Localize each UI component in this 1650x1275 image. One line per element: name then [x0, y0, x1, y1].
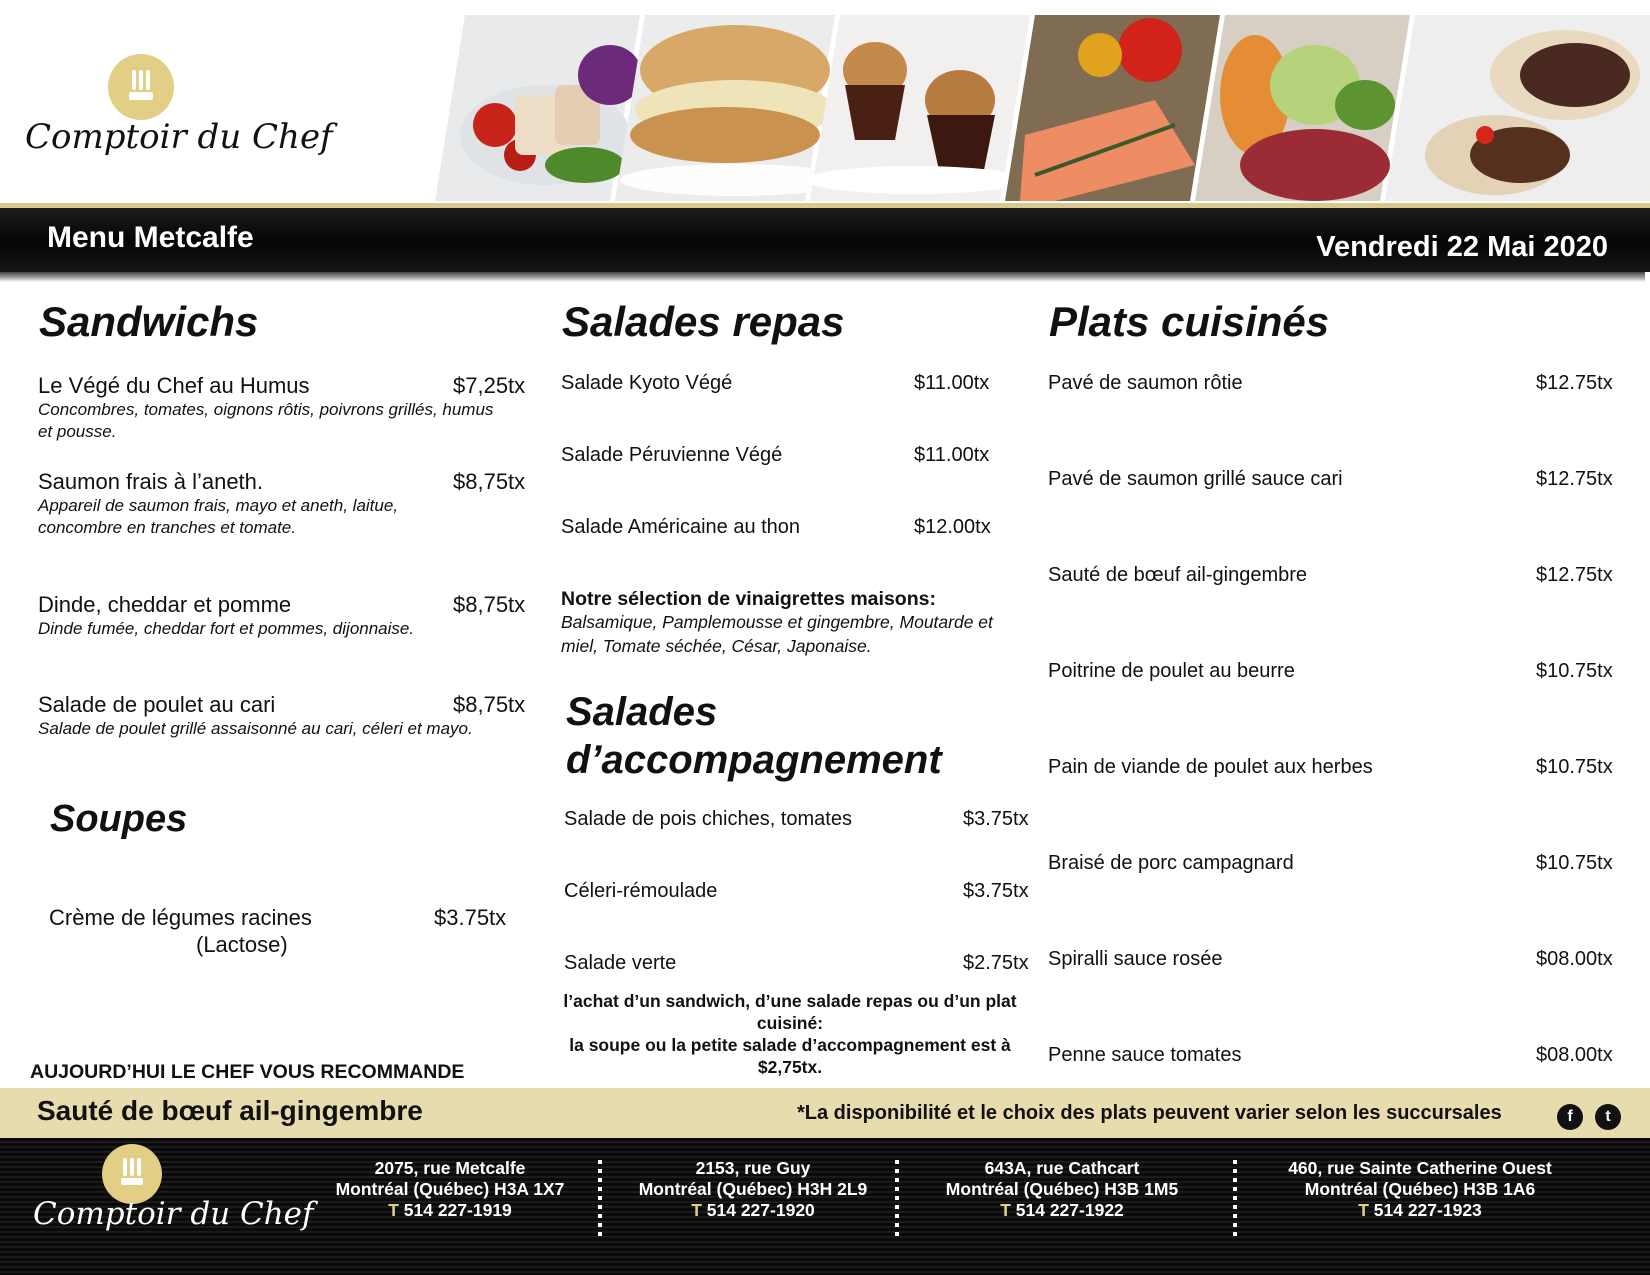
footer-separator: [895, 1160, 899, 1236]
store-street: 643A, rue Cathcart: [984, 1158, 1140, 1178]
combo-note: [540, 990, 1040, 1078]
section-title-salades-repas: Salades repas: [562, 298, 845, 345]
section-title-plats: Plats cuisinés: [1049, 298, 1330, 345]
item-price: $8,75tx: [453, 692, 526, 717]
store-city: Montréal (Québec) H3B 1A6: [1304, 1179, 1536, 1199]
item-name: Dinde, cheddar et pomme: [38, 592, 292, 617]
combo-note-line: la soupe ou la petite salade d’accompagnement est à $2,75tx.: [569, 1035, 1011, 1077]
item-price: $10.75tx: [1536, 756, 1613, 778]
store-phone-line: [1270, 1200, 1570, 1221]
recommended-dish: Sauté de bœuf ail-gingembre: [37, 1095, 423, 1126]
store-address: [934, 1158, 1190, 1221]
item-note: (Lactose): [196, 932, 288, 957]
food-photo-strip: [435, 15, 1650, 201]
item-price: $8,75tx: [453, 469, 526, 494]
footer-separator: [598, 1160, 602, 1236]
menu-date: Vendredi 22 Mai 2020: [1316, 231, 1608, 263]
item-price: $12.75tx: [1536, 468, 1613, 490]
item-name: Salade verte: [564, 952, 677, 974]
steam-icon: [123, 1158, 127, 1176]
phone-prefix: T: [1358, 1200, 1369, 1220]
wrap-photo: [1385, 15, 1650, 201]
item-price: $08.00tx: [1536, 948, 1613, 970]
availability-note: *La disponibilité et le choix des plats peuvent varier selon les succursales: [797, 1102, 1502, 1124]
item-name: Sauté de bœuf ail-gingembre: [1048, 564, 1308, 586]
footer-logo-text: Comptoir du Chef: [33, 1196, 314, 1232]
store-address: [1270, 1158, 1570, 1221]
logo-text: Comptoir du Chef: [25, 117, 333, 157]
footer-logo-badge: [102, 1144, 162, 1204]
prosciutto-salad-photo: [1195, 15, 1410, 201]
item-name: Saumon frais à l’aneth.: [38, 469, 264, 494]
chef-hat-icon: [121, 1178, 143, 1185]
store-phone: 514 227-1920: [706, 1200, 815, 1220]
item-name: Salade Kyoto Végé: [561, 372, 733, 394]
item-price: $2.75tx: [963, 952, 1029, 974]
recommendation-label: AUJOURD’HUI LE CHEF VOUS RECOMMANDE: [30, 1061, 465, 1083]
section-title-sandwichs: Sandwichs: [39, 298, 259, 345]
item-name: Crème de légumes racines: [49, 905, 312, 930]
phone-prefix: T: [1000, 1200, 1011, 1220]
item-price: $8,75tx: [453, 592, 526, 617]
item-desc: Dinde fumée, cheddar fort et pommes, dijonnaise.: [38, 619, 415, 638]
item-name: Céleri-rémoulade: [564, 880, 718, 902]
item-name: Pain de viande de poulet aux herbes: [1048, 756, 1373, 778]
item-price: $7,25tx: [453, 373, 526, 398]
store-address: [628, 1158, 878, 1221]
item-price: $11.00tx: [914, 372, 990, 394]
item-name: Salade Péruvienne Végé: [561, 444, 783, 466]
item-price: $10.75tx: [1536, 852, 1613, 874]
store-city: Montréal (Québec) H3A 1X7: [335, 1179, 565, 1199]
item-name: Pavé de saumon rôtie: [1048, 372, 1243, 394]
steam-icon: [139, 70, 143, 90]
section-title-salades-accomp: [566, 688, 942, 784]
item-price: $12.75tx: [1536, 372, 1613, 394]
section-title-soupes: Soupes: [50, 798, 188, 840]
item-desc: Salade de poulet grillé assaisonné au cari, céleri et mayo.: [38, 719, 473, 738]
item-name: Le Végé du Chef au Humus: [38, 373, 310, 398]
vinaigrettes-list: Balsamique, Pamplemousse et gingembre, Moutarde et miel, Tomate séchée, César, Japonaise.: [561, 612, 993, 656]
section-title-line: d’accompagnement: [566, 738, 942, 782]
item-desc: Concombres, tomates, oignons rôtis, poivrons grillés, humus et pousse.: [38, 400, 494, 441]
store-phone-line: [325, 1200, 575, 1221]
store-address: [325, 1158, 575, 1221]
store-phone-line: [628, 1200, 878, 1221]
item-price: $3.75tx: [963, 880, 1029, 902]
salmon-photo: [1005, 15, 1220, 201]
item-price: $10.75tx: [1536, 660, 1613, 682]
store-phone: 514 227-1923: [1373, 1200, 1482, 1220]
item-price: $11.00tx: [914, 444, 990, 466]
item-name: Braisé de porc campagnard: [1048, 852, 1294, 874]
steam-icon: [130, 1158, 134, 1176]
logo-badge: [108, 54, 174, 120]
store-city: Montréal (Québec) H3B 1M5: [945, 1179, 1179, 1199]
phone-prefix: T: [388, 1200, 399, 1220]
item-name: Penne sauce tomates: [1048, 1044, 1242, 1066]
menu-item: [49, 905, 529, 965]
item-name: Salade de poulet au cari: [38, 692, 276, 717]
facebook-icon[interactable]: f: [1557, 1104, 1583, 1130]
item-price: $3.75tx: [434, 905, 507, 930]
store-street: 460, rue Sainte Catherine Ouest: [1288, 1158, 1552, 1178]
steam-icon: [132, 70, 136, 90]
item-price: $12.75tx: [1536, 564, 1613, 586]
store-street: 2075, rue Metcalfe: [374, 1158, 526, 1178]
phone-prefix: T: [691, 1200, 702, 1220]
steam-icon: [146, 70, 150, 90]
banner-shadow: [0, 272, 1645, 282]
item-name: Pavé de saumon grillé sauce cari: [1048, 468, 1343, 490]
item-name: Salade de pois chiches, tomates: [564, 808, 852, 830]
item-desc: Appareil de saumon frais, mayo et aneth, laitue, concombre en tranches et tomate.: [38, 496, 399, 537]
item-price: $08.00tx: [1536, 1044, 1613, 1066]
store-street: 2153, rue Guy: [695, 1158, 811, 1178]
vinaigrettes-title: Notre sélection de vinaigrettes maisons:: [561, 588, 936, 610]
store-phone: 514 227-1919: [403, 1200, 512, 1220]
menu-title: Menu Metcalfe: [47, 221, 254, 254]
twitter-icon[interactable]: t: [1595, 1104, 1621, 1130]
steam-icon: [137, 1158, 141, 1176]
chef-hat-icon: [129, 92, 153, 100]
combo-note-line: l’achat d’un sandwich, d’une salade repas ou d’un plat cuisiné:: [563, 991, 1017, 1033]
salad-photo: [435, 15, 642, 201]
footer-separator: [1233, 1160, 1237, 1236]
item-name: Spiralli sauce rosée: [1048, 948, 1223, 970]
store-city: Montréal (Québec) H3H 2L9: [638, 1179, 868, 1199]
item-name: Poitrine de poulet au beurre: [1048, 660, 1295, 682]
section-title-line: Salades: [566, 690, 718, 734]
item-price: $12.00tx: [914, 516, 991, 538]
store-phone: 514 227-1922: [1015, 1200, 1124, 1220]
item-price: $3.75tx: [963, 808, 1029, 830]
muffin-photo: [805, 15, 1030, 201]
store-phone-line: [934, 1200, 1190, 1221]
item-name: Salade Américaine au thon: [561, 516, 801, 538]
